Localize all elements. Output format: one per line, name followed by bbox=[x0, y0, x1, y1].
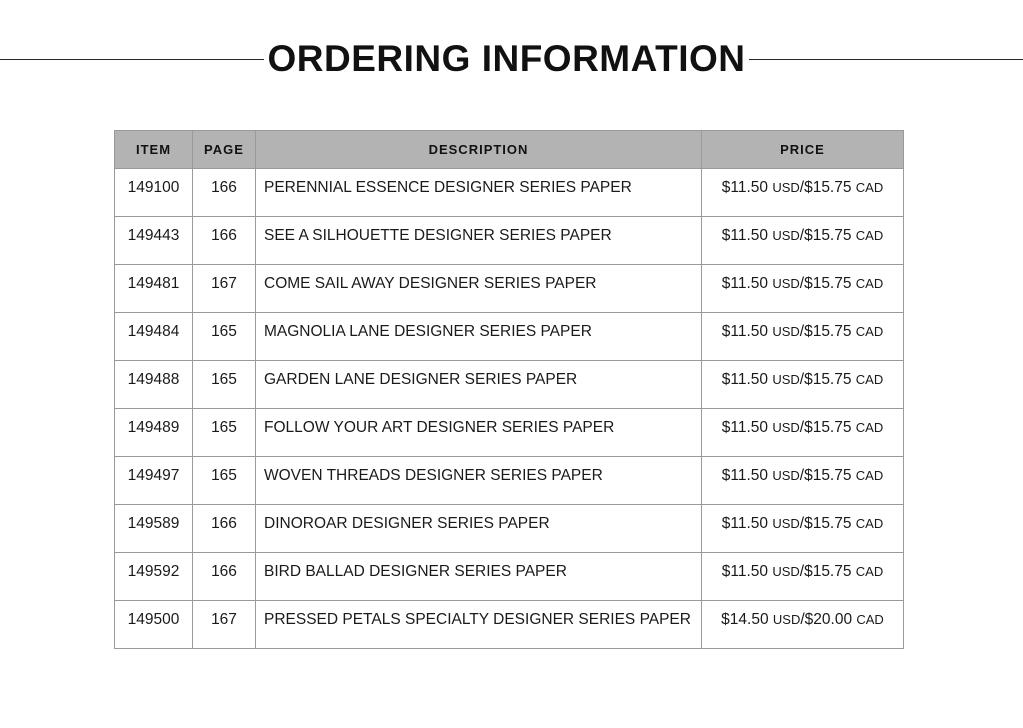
price-cell bbox=[702, 313, 904, 361]
description-cell: DINOROAR DESIGNER SERIES PAPER bbox=[256, 505, 702, 553]
price-cell bbox=[702, 409, 904, 457]
price-cad: /$15.75 bbox=[799, 515, 852, 532]
description-cell: MAGNOLIA LANE DESIGNER SERIES PAPER bbox=[256, 313, 702, 361]
price-cad: /$15.75 bbox=[799, 371, 852, 388]
cad-unit: CAD bbox=[855, 564, 884, 579]
table-row bbox=[115, 265, 904, 313]
price-usd: $14.50 bbox=[721, 611, 769, 628]
table-row bbox=[115, 169, 904, 217]
price-cad: /$15.75 bbox=[799, 563, 852, 580]
description-cell: GARDEN LANE DESIGNER SERIES PAPER bbox=[256, 361, 702, 409]
price-cell bbox=[702, 169, 904, 217]
description-cell: WOVEN THREADS DESIGNER SERIES PAPER bbox=[256, 457, 702, 505]
table-row bbox=[115, 505, 904, 553]
price-cell bbox=[702, 457, 904, 505]
column-header-price: PRICE bbox=[702, 131, 904, 169]
description-cell: SEE A SILHOUETTE DESIGNER SERIES PAPER bbox=[256, 217, 702, 265]
description-cell: FOLLOW YOUR ART DESIGNER SERIES PAPER bbox=[256, 409, 702, 457]
usd-unit: USD bbox=[772, 276, 800, 291]
title-rule-right bbox=[749, 59, 1023, 60]
ordering-table bbox=[114, 130, 904, 649]
usd-unit: USD bbox=[772, 420, 800, 435]
price-cad: /$15.75 bbox=[799, 179, 852, 196]
description-cell: BIRD BALLAD DESIGNER SERIES PAPER bbox=[256, 553, 702, 601]
item-number-cell: 149500 bbox=[115, 601, 193, 649]
column-header-page: PAGE bbox=[193, 131, 256, 169]
page-number-cell: 166 bbox=[193, 217, 256, 265]
price-cad: /$15.75 bbox=[799, 227, 852, 244]
usd-unit: USD bbox=[772, 180, 800, 195]
page-number-cell: 167 bbox=[193, 265, 256, 313]
page-number-cell: 166 bbox=[193, 505, 256, 553]
price-cad: /$15.75 bbox=[799, 275, 852, 292]
price-usd: $11.50 bbox=[721, 515, 768, 532]
usd-unit: USD bbox=[772, 228, 800, 243]
cad-unit: CAD bbox=[856, 612, 884, 627]
header-row bbox=[115, 131, 904, 169]
price-cad: /$20.00 bbox=[800, 611, 853, 628]
table-row bbox=[115, 361, 904, 409]
price-cell bbox=[702, 217, 904, 265]
cad-unit: CAD bbox=[855, 372, 884, 387]
price-cad: /$15.75 bbox=[799, 323, 852, 340]
description-cell: COME SAIL AWAY DESIGNER SERIES PAPER bbox=[256, 265, 702, 313]
table-row bbox=[115, 601, 904, 649]
usd-unit: USD bbox=[772, 372, 800, 387]
cad-unit: CAD bbox=[855, 180, 884, 195]
page-number-cell: 165 bbox=[193, 361, 256, 409]
page-number-cell: 166 bbox=[193, 553, 256, 601]
price-usd: $11.50 bbox=[721, 323, 768, 340]
page-title: ORDERING INFORMATION bbox=[267, 38, 746, 79]
usd-unit: USD bbox=[772, 516, 800, 531]
title-rule-left bbox=[0, 59, 264, 60]
column-header-description: DESCRIPTION bbox=[256, 131, 702, 169]
price-usd: $11.50 bbox=[721, 563, 768, 580]
cad-unit: CAD bbox=[855, 516, 884, 531]
usd-unit: USD bbox=[772, 468, 800, 483]
item-number-cell: 149481 bbox=[115, 265, 193, 313]
item-number-cell: 149489 bbox=[115, 409, 193, 457]
price-cell bbox=[702, 361, 904, 409]
price-usd: $11.50 bbox=[721, 179, 768, 196]
page-number-cell: 165 bbox=[193, 457, 256, 505]
item-number-cell: 149589 bbox=[115, 505, 193, 553]
description-cell: PRESSED PETALS SPECIALTY DESIGNER SERIES PAPER bbox=[256, 601, 702, 649]
price-cad: /$15.75 bbox=[799, 419, 852, 436]
page-number-cell: 167 bbox=[193, 601, 256, 649]
item-number-cell: 149443 bbox=[115, 217, 193, 265]
item-number-cell: 149497 bbox=[115, 457, 193, 505]
item-number-cell: 149592 bbox=[115, 553, 193, 601]
price-usd: $11.50 bbox=[721, 275, 768, 292]
item-number-cell: 149488 bbox=[115, 361, 193, 409]
column-header-item: ITEM bbox=[115, 131, 193, 169]
price-cell bbox=[702, 553, 904, 601]
table-row bbox=[115, 313, 904, 361]
price-cad: /$15.75 bbox=[799, 467, 852, 484]
table-row bbox=[115, 217, 904, 265]
cad-unit: CAD bbox=[855, 420, 884, 435]
title-row bbox=[0, 34, 1023, 84]
page-number-cell: 165 bbox=[193, 313, 256, 361]
table-row bbox=[115, 553, 904, 601]
usd-unit: USD bbox=[772, 564, 800, 579]
price-usd: $11.50 bbox=[721, 467, 768, 484]
item-number-cell: 149100 bbox=[115, 169, 193, 217]
price-usd: $11.50 bbox=[721, 419, 768, 436]
cad-unit: CAD bbox=[855, 324, 884, 339]
page-number-cell: 166 bbox=[193, 169, 256, 217]
item-number-cell: 149484 bbox=[115, 313, 193, 361]
price-usd: $11.50 bbox=[721, 227, 768, 244]
page-number-cell: 165 bbox=[193, 409, 256, 457]
cad-unit: CAD bbox=[855, 468, 884, 483]
table-row bbox=[115, 457, 904, 505]
price-cell bbox=[702, 505, 904, 553]
table-row bbox=[115, 409, 904, 457]
table-body bbox=[115, 169, 904, 649]
price-usd: $11.50 bbox=[721, 371, 768, 388]
description-cell: PERENNIAL ESSENCE DESIGNER SERIES PAPER bbox=[256, 169, 702, 217]
usd-unit: USD bbox=[772, 612, 801, 627]
table-header bbox=[115, 131, 904, 169]
price-cell bbox=[702, 265, 904, 313]
cad-unit: CAD bbox=[855, 276, 884, 291]
usd-unit: USD bbox=[772, 324, 800, 339]
price-cell bbox=[702, 601, 904, 649]
cad-unit: CAD bbox=[855, 228, 884, 243]
